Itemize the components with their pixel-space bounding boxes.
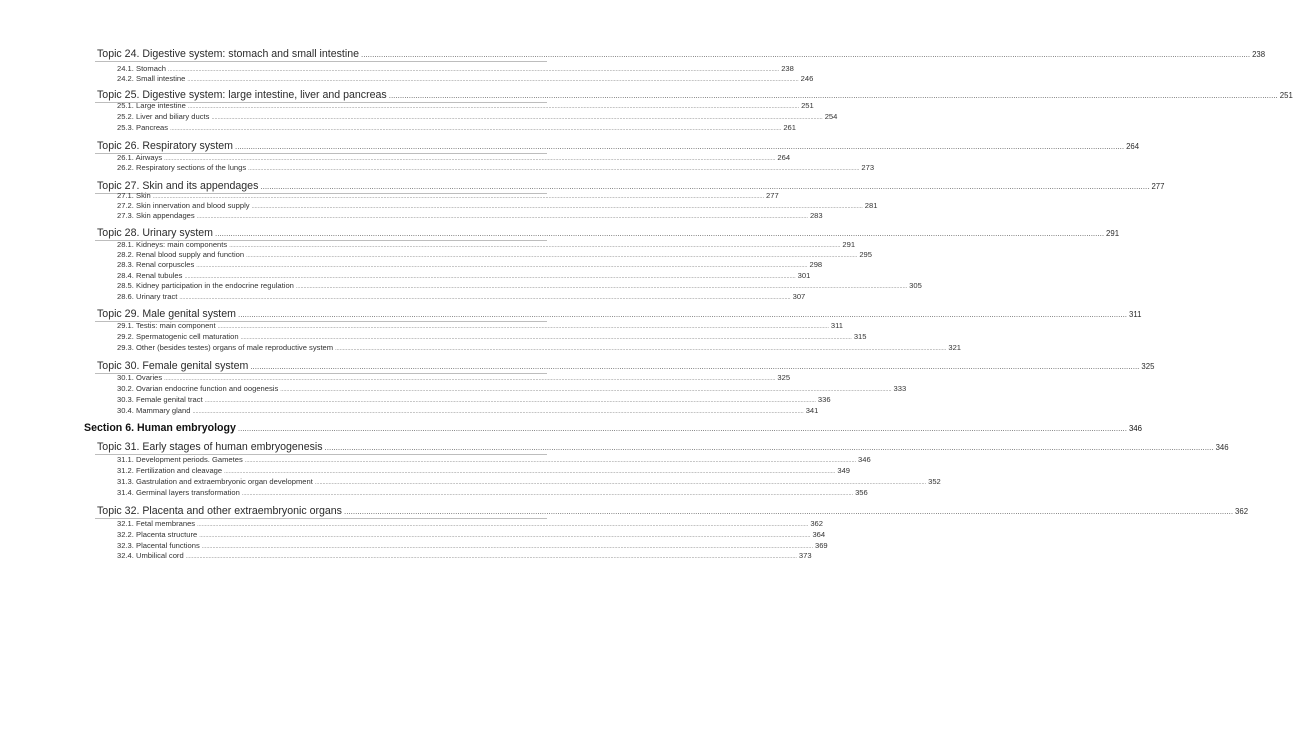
dot-leader: ................................................................................................................................................................................................................................................................................................................................................................................................................ [361, 50, 1251, 59]
toc-section-heading [84, 421, 1142, 436]
entry-title: 29.2. Spermatogenic cell maturation [117, 332, 239, 341]
entry-title: 30.3. Female genital tract [117, 395, 203, 404]
dot-leader: ................................................................................................................................................................................................................................................................................................................................................................................................................ [164, 376, 776, 382]
toc-subentry [117, 271, 811, 281]
page-number: 246 [800, 74, 814, 83]
toc-topic-heading [97, 359, 1155, 373]
page-number: 369 [814, 541, 828, 550]
entry-title: 32.4. Umbilical cord [117, 551, 184, 560]
page-number: 346 [1128, 424, 1142, 433]
entry-title: 32.1. Fetal membranes [117, 519, 196, 528]
entry-title: 30.2. Ovarian endocrine function and oogenesis [117, 384, 279, 393]
page-number: 356 [855, 488, 868, 497]
entry-title: Topic 29. Male genital system [97, 308, 236, 320]
entry-title: 26.2. Respiratory sections of the lungs [117, 163, 247, 172]
entry-title: 27.2. Skin innervation and blood supply [117, 201, 250, 210]
page-number: 311 [830, 321, 843, 330]
entry-title: Topic 28. Urinary system [97, 227, 213, 239]
dot-leader: ................................................................................................................................................................................................................................................................................................................................................................................................................ [240, 335, 852, 341]
page-number: 264 [1126, 142, 1140, 151]
page-number: 362 [1235, 507, 1249, 516]
entry-title: Topic 25. Digestive system: large intestine, liver and pancreas [97, 89, 387, 101]
dot-leader: ................................................................................................................................................................................................................................................................................................................................................................................................................ [185, 554, 797, 560]
entry-title: 31.1. Development periods. Gametes [117, 455, 243, 464]
dot-leader: ................................................................................................................................................................................................................................................................................................................................................................................................................ [295, 284, 908, 290]
toc-subentry [117, 384, 907, 394]
toc-subentry [117, 260, 823, 270]
page-number: 325 [1141, 362, 1155, 371]
page-number: 346 [1215, 443, 1229, 452]
dot-leader: ................................................................................................................................................................................................................................................................................................................................................................................................................ [244, 458, 857, 464]
entry-title: 32.3. Placental functions [117, 541, 200, 550]
page-number: 315 [853, 332, 867, 341]
entry-title: Topic 32. Placenta and other extraembryonic organs [97, 505, 342, 517]
toc-subentry [117, 250, 872, 260]
toc-subentry [117, 101, 814, 111]
dot-leader: ................................................................................................................................................................................................................................................................................................................................................................................................................ [204, 398, 816, 404]
entry-title: Topic 24. Digestive system: stomach and small intestine [97, 48, 360, 60]
dot-leader: ................................................................................................................................................................................................................................................................................................................................................................................................................ [229, 243, 841, 249]
toc-topic-heading [97, 47, 1266, 61]
page-number: 311 [1129, 310, 1142, 319]
toc-subentry [117, 373, 791, 383]
toc-subentry [117, 332, 867, 342]
dot-leader: ................................................................................................................................................................................................................................................................................................................................................................................................................ [179, 295, 791, 301]
dot-leader: ................................................................................................................................................................................................................................................................................................................................................................................................................ [197, 522, 809, 528]
entry-title: 28.1. Kidneys: main components [117, 240, 228, 249]
dot-leader: ................................................................................................................................................................................................................................................................................................................................................................................................................ [235, 142, 1125, 151]
toc-subentry [117, 530, 826, 540]
entry-title: Section 6. Human embryology [84, 422, 236, 434]
toc-subentry [117, 519, 823, 529]
page-number: 277 [1151, 182, 1165, 191]
dot-leader: ................................................................................................................................................................................................................................................................................................................................................................................................................ [167, 67, 780, 73]
toc-subentry [117, 201, 878, 211]
entry-title: 28.6. Urinary tract [117, 292, 178, 301]
page-number: 307 [792, 292, 806, 301]
page-number: 336 [817, 395, 831, 404]
dot-leader: ................................................................................................................................................................................................................................................................................................................................................................................................................ [192, 409, 804, 415]
entry-title: 26.1. Airways [117, 153, 163, 162]
entry-title: 29.1. Testis: main component [117, 321, 216, 330]
dot-leader: ................................................................................................................................................................................................................................................................................................................................................................................................................ [250, 362, 1140, 371]
page-number: 305 [909, 281, 922, 290]
toc-subentry [117, 240, 856, 250]
dot-leader: ................................................................................................................................................................................................................................................................................................................................................................................................................ [260, 182, 1150, 191]
dot-leader: ................................................................................................................................................................................................................................................................................................................................................................................................................ [199, 533, 811, 539]
page-number: 251 [1279, 91, 1293, 100]
toc-subentry [117, 153, 791, 163]
dot-leader: ................................................................................................................................................................................................................................................................................................................................................................................................................ [196, 263, 808, 269]
toc-subentry [117, 191, 779, 201]
dot-leader: ................................................................................................................................................................................................................................................................................................................................................................................................................ [164, 156, 776, 162]
page-number: 273 [861, 163, 875, 172]
page-number: 264 [777, 153, 791, 162]
toc-subentry [117, 466, 851, 476]
entry-title: 28.4. Renal tubules [117, 271, 183, 280]
dot-leader: ................................................................................................................................................................................................................................................................................................................................................................................................................ [187, 104, 800, 110]
entry-title: 32.2. Placenta structure [117, 530, 198, 539]
toc-subentry [117, 64, 794, 74]
page-number: 352 [928, 477, 941, 486]
entry-title: 27.3. Skin appendages [117, 211, 195, 220]
toc-topic-heading [97, 440, 1229, 454]
toc-subentry [117, 281, 922, 291]
entry-title: Topic 26. Respiratory system [97, 140, 234, 152]
heading-rule [95, 61, 547, 62]
entry-title: 25.3. Pancreas [117, 123, 169, 132]
dot-leader: ................................................................................................................................................................................................................................................................................................................................................................................................................ [152, 194, 765, 200]
entry-title: 28.3. Renal corpuscles [117, 260, 195, 269]
page-number: 349 [837, 466, 851, 475]
page-number: 362 [810, 519, 823, 528]
toc-subentry [117, 211, 823, 221]
page-number: 321 [948, 343, 962, 352]
entry-title: 25.2. Liver and biliary ducts [117, 112, 210, 121]
entry-title: 31.2. Fertilization and cleavage [117, 466, 223, 475]
dot-leader: ................................................................................................................................................................................................................................................................................................................................................................................................................ [196, 214, 808, 220]
entry-title: 29.3. Other (besides testes) organs of male reproductive system [117, 343, 334, 352]
entry-title: 28.2. Renal blood supply and function [117, 250, 245, 259]
dot-leader: ................................................................................................................................................................................................................................................................................................................................................................................................................ [324, 443, 1214, 452]
toc-subentry [117, 321, 843, 331]
dot-leader: ................................................................................................................................................................................................................................................................................................................................................................................................................ [335, 346, 947, 352]
toc-subentry [117, 477, 941, 487]
page-number: 291 [1106, 229, 1120, 238]
page-number: 277 [766, 191, 779, 200]
dot-leader: ................................................................................................................................................................................................................................................................................................................................................................................................................ [280, 387, 892, 393]
dot-leader: ................................................................................................................................................................................................................................................................................................................................................................................................................ [211, 115, 823, 121]
toc-subentry [117, 292, 806, 302]
page-number: 254 [824, 112, 838, 121]
entry-title: Topic 30. Female genital system [97, 360, 249, 372]
page-number: 364 [812, 530, 826, 539]
dot-leader: ................................................................................................................................................................................................................................................................................................................................................................................................................ [314, 480, 927, 486]
page-number: 291 [842, 240, 856, 249]
page-number: 333 [893, 384, 907, 393]
page-number: 298 [809, 260, 823, 269]
dot-leader: ................................................................................................................................................................................................................................................................................................................................................................................................................ [187, 77, 799, 83]
entry-title: Topic 31. Early stages of human embryogenesis [97, 441, 323, 453]
toc-topic-heading [97, 88, 1293, 102]
toc-topic-heading [97, 307, 1142, 321]
page-number: 251 [801, 101, 814, 110]
toc-topic-heading [97, 504, 1249, 518]
dot-leader: ................................................................................................................................................................................................................................................................................................................................................................................................................ [241, 491, 854, 497]
page-number: 238 [781, 64, 794, 73]
page-number: 346 [858, 455, 871, 464]
dot-leader: ................................................................................................................................................................................................................................................................................................................................................................................................................ [217, 324, 829, 330]
toc-subentry [117, 112, 838, 122]
dot-leader: ................................................................................................................................................................................................................................................................................................................................................................................................................ [343, 507, 1234, 516]
dot-leader: ................................................................................................................................................................................................................................................................................................................................................................................................................ [224, 469, 836, 475]
entry-title: 25.1. Large intestine [117, 101, 186, 110]
toc-subentry [117, 541, 828, 551]
toc-topic-heading [97, 226, 1120, 240]
entry-title: 24.2. Small intestine [117, 74, 186, 83]
entry-title: Topic 27. Skin and its appendages [97, 180, 259, 192]
entry-title: 28.5. Kidney participation in the endocrine regulation [117, 281, 294, 290]
dot-leader: ................................................................................................................................................................................................................................................................................................................................................................................................................ [237, 424, 1127, 433]
toc-subentry [117, 163, 875, 173]
toc-subentry [117, 488, 868, 498]
toc-subentry [117, 551, 812, 561]
entry-title: 31.4. Germinal layers transformation [117, 488, 240, 497]
page-number: 261 [783, 123, 796, 132]
dot-leader: ................................................................................................................................................................................................................................................................................................................................................................................................................ [237, 310, 1128, 319]
toc-subentry [117, 74, 814, 84]
dot-leader: ................................................................................................................................................................................................................................................................................................................................................................................................................ [184, 274, 796, 280]
entry-title: 30.1. Ovaries [117, 373, 163, 382]
dot-leader: ................................................................................................................................................................................................................................................................................................................................................................................................................ [201, 544, 813, 550]
toc-subentry [117, 343, 962, 353]
entry-title: 31.3. Gastrulation and extraembryonic organ development [117, 477, 313, 486]
toc-topic-heading [97, 139, 1140, 153]
dot-leader: ................................................................................................................................................................................................................................................................................................................................................................................................................ [388, 91, 1278, 100]
toc-subentry [117, 455, 871, 465]
dot-leader: ................................................................................................................................................................................................................................................................................................................................................................................................................ [214, 229, 1105, 238]
dot-leader: ................................................................................................................................................................................................................................................................................................................................................................................................................ [251, 204, 863, 210]
toc-subentry [117, 123, 796, 133]
dot-leader: ................................................................................................................................................................................................................................................................................................................................................................................................................ [170, 126, 782, 132]
page-number: 295 [859, 250, 872, 259]
toc-subentry [117, 395, 831, 405]
entry-title: 30.4. Mammary gland [117, 406, 191, 415]
dot-leader: ................................................................................................................................................................................................................................................................................................................................................................................................................ [246, 253, 858, 259]
entry-title: 24.1. Stomach [117, 64, 166, 73]
entry-title: 27.1. Skin [117, 191, 151, 200]
page-number: 238 [1252, 50, 1266, 59]
toc-subentry [117, 406, 819, 416]
page-number: 373 [798, 551, 812, 560]
page-number: 325 [777, 373, 791, 382]
page-number: 341 [805, 406, 819, 415]
page-number: 283 [809, 211, 823, 220]
page-number: 301 [797, 271, 811, 280]
dot-leader: ................................................................................................................................................................................................................................................................................................................................................................................................................ [248, 166, 860, 172]
page-number: 281 [864, 201, 878, 210]
